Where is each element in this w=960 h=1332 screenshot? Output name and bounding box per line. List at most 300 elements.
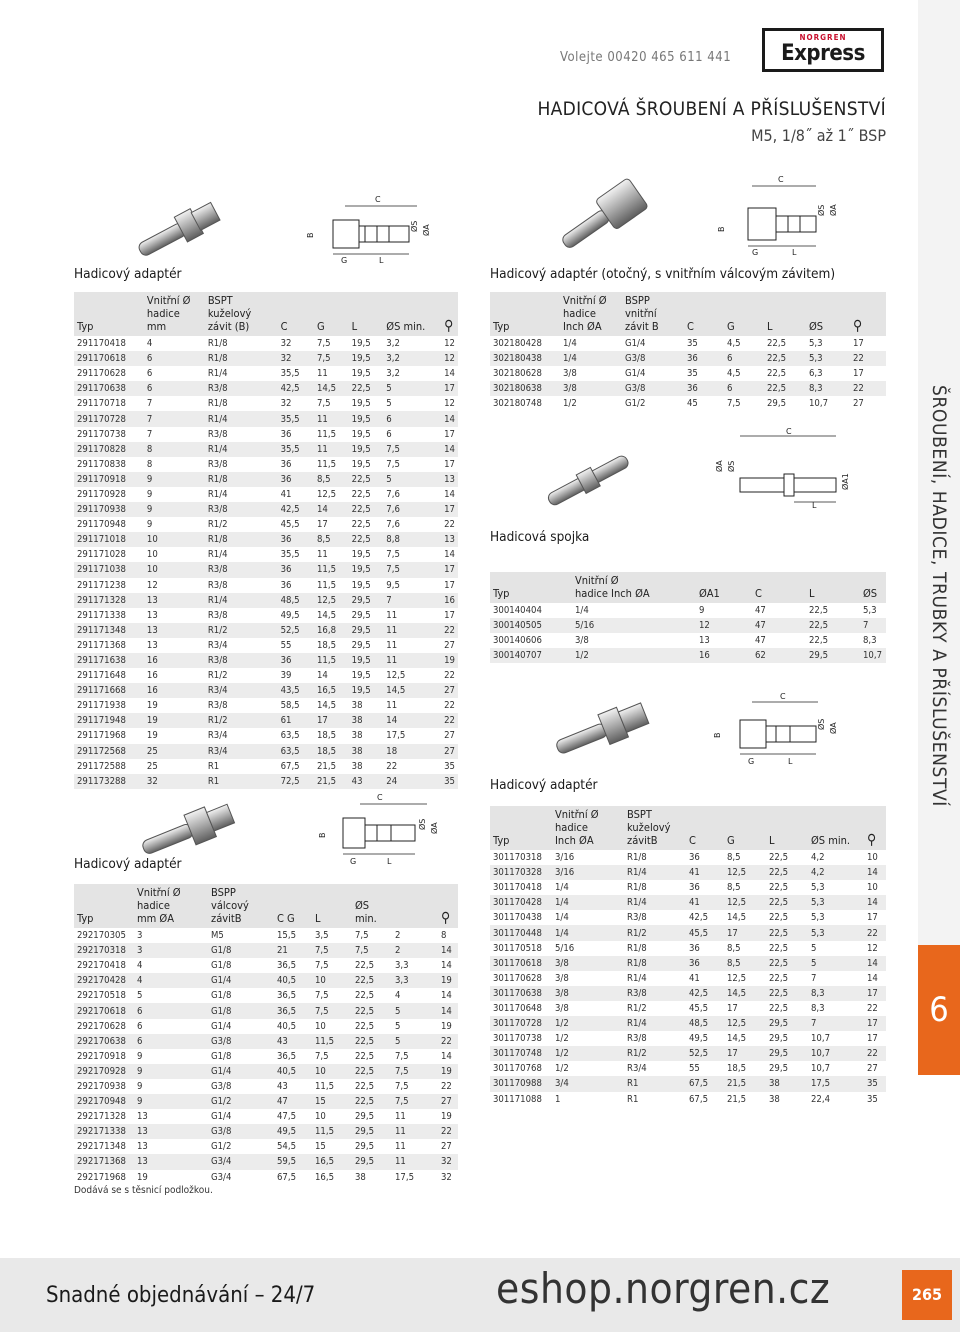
table-cell: R1/2 bbox=[207, 670, 228, 682]
table-cell: 29,5 bbox=[806, 648, 860, 663]
table-cell: 21,5 bbox=[316, 760, 337, 772]
table-row bbox=[490, 1016, 886, 1031]
table-cell: 9 bbox=[144, 502, 205, 517]
table-cell: 36 bbox=[280, 458, 292, 470]
table-cell: 22 bbox=[441, 623, 458, 638]
table-cell: 11 bbox=[314, 411, 349, 426]
table-cell: 45,5 bbox=[689, 1002, 709, 1014]
part-number-cell: 292170618 bbox=[74, 1003, 134, 1018]
table-cell: R3/8 bbox=[205, 502, 278, 517]
col-inner-diameter: Vnitřní Ø hadice mm bbox=[144, 292, 205, 336]
table-row bbox=[74, 1124, 458, 1139]
table-row bbox=[74, 759, 458, 774]
table-cell: 12,5 bbox=[316, 488, 337, 500]
table-cell: 19 bbox=[146, 730, 158, 742]
part-number-cell: 301170418 bbox=[493, 882, 542, 894]
col-thread: BSPP válcový závitB bbox=[208, 884, 274, 928]
table-cell: 16 bbox=[144, 683, 205, 698]
table-cell: 17,5 bbox=[386, 730, 406, 742]
table-cell: R1/2 bbox=[205, 713, 278, 728]
table-cell: R1 bbox=[205, 774, 278, 789]
table-row bbox=[490, 941, 886, 956]
table-row bbox=[490, 381, 886, 396]
table-cell: 12,5 bbox=[724, 895, 766, 910]
table-cell: 10 bbox=[867, 852, 878, 864]
table-cell: 22 bbox=[850, 351, 886, 366]
section-title-hose-connector: Hadicová spojka bbox=[490, 529, 590, 545]
eshop-link[interactable]: eshop.norgren.cz bbox=[496, 1264, 831, 1313]
table-cell: 11 bbox=[316, 549, 328, 561]
table-cell: R3/4 bbox=[205, 683, 278, 698]
table-cell: R1/8 bbox=[205, 532, 278, 547]
table-cell: 14 bbox=[864, 895, 886, 910]
col-l: L bbox=[766, 806, 808, 850]
table-cell: 13 bbox=[699, 635, 710, 647]
table-cell: 35 bbox=[687, 338, 698, 350]
table-cell: 22,5 bbox=[767, 368, 787, 380]
table-row bbox=[74, 562, 458, 577]
table-row bbox=[490, 396, 886, 411]
table-cell: 45,5 bbox=[280, 519, 300, 531]
col-g: G bbox=[724, 292, 764, 336]
part-number-cell: 291170948 bbox=[77, 519, 126, 531]
table-cell: 6 bbox=[724, 351, 764, 366]
table-cell: 22,5 bbox=[355, 1080, 375, 1092]
part-number-cell: 292170428 bbox=[74, 973, 134, 988]
svg-text:ØS: ØS bbox=[817, 718, 826, 730]
table-cell: 42,5 bbox=[278, 381, 314, 396]
part-number-cell: 292170518 bbox=[77, 990, 126, 1002]
svg-text:B: B bbox=[713, 732, 722, 738]
table-cell: 43,5 bbox=[278, 683, 314, 698]
table-row bbox=[74, 336, 458, 351]
table-cell: 14,5 bbox=[724, 986, 766, 1001]
section-title-hose-adapter-inch: Hadicový adaptér bbox=[490, 777, 598, 793]
table-cell: G3/8 bbox=[622, 351, 684, 366]
table-cell: 35,5 bbox=[280, 368, 300, 380]
table-cell: 38 bbox=[351, 760, 363, 772]
table-cell: 35 bbox=[867, 1093, 878, 1105]
table-cell: 13 bbox=[137, 1141, 148, 1153]
table-row bbox=[490, 1046, 886, 1061]
table-cell: 13 bbox=[134, 1154, 208, 1169]
col-l: L bbox=[349, 292, 384, 336]
col-a1: ØA1 bbox=[696, 572, 752, 603]
table-cell: 3/8 bbox=[552, 956, 624, 971]
part-number-cell: 291171938 bbox=[77, 700, 126, 712]
table-cell: R1/8 bbox=[624, 956, 686, 971]
table-cell: 17 bbox=[867, 1033, 878, 1045]
table-cell: 22,5 bbox=[349, 381, 384, 396]
table-row bbox=[490, 880, 886, 895]
table-cell: 16,5 bbox=[314, 683, 349, 698]
table-row bbox=[490, 865, 886, 880]
table-cell: 22,5 bbox=[349, 472, 384, 487]
table-row bbox=[74, 1003, 458, 1018]
table-cell: 11 bbox=[386, 639, 398, 651]
table-row bbox=[74, 608, 458, 623]
table-cell: 12,5 bbox=[727, 972, 747, 984]
col-c-g: C G bbox=[274, 884, 312, 928]
table-cell: 32 bbox=[144, 774, 205, 789]
section-title-hose-adapter-2: Hadicový adaptér bbox=[74, 856, 182, 872]
table-cell: 9 bbox=[144, 472, 205, 487]
svg-text:G: G bbox=[748, 757, 755, 766]
table-cell: 29,5 bbox=[355, 1141, 375, 1153]
table-cell: 35 bbox=[864, 1076, 886, 1091]
part-number-cell: 292170638 bbox=[74, 1034, 134, 1049]
table-cell: 8,5 bbox=[727, 882, 741, 894]
table-cell: 10 bbox=[315, 1111, 326, 1123]
table-row bbox=[490, 895, 886, 910]
table-row bbox=[490, 1001, 886, 1016]
table-cell: 15 bbox=[312, 1094, 352, 1109]
table-cell: 9 bbox=[137, 1050, 143, 1062]
table-cell: 42,5 bbox=[278, 502, 314, 517]
table-cell: 7,6 bbox=[383, 502, 441, 517]
hose-adapter-photo-3 bbox=[548, 690, 658, 770]
table-row bbox=[74, 1079, 458, 1094]
table-cell: 19,5 bbox=[351, 458, 371, 470]
table-cell: R1/4 bbox=[624, 865, 686, 880]
table-cell: 22,5 bbox=[352, 1003, 392, 1018]
table-cell: 8,3 bbox=[863, 635, 877, 647]
table-cell: 18,5 bbox=[316, 730, 337, 742]
table-cell: 14,5 bbox=[316, 609, 337, 621]
table-cell: 36 bbox=[689, 882, 700, 894]
table-cell: 9 bbox=[134, 1094, 208, 1109]
part-number-cell: 300140505 bbox=[490, 618, 572, 633]
table-cell: 11 bbox=[314, 442, 349, 457]
table-cell: 19 bbox=[441, 1111, 452, 1123]
table-cell: 7,5 bbox=[352, 943, 392, 958]
table-cell: 13 bbox=[137, 1111, 148, 1123]
dimension-drawing-3 bbox=[712, 170, 847, 260]
table-cell: G1/4 bbox=[208, 1064, 274, 1079]
table-cell: 7 bbox=[808, 1016, 864, 1031]
table-cell: 36 bbox=[686, 956, 724, 971]
table-cell: G1/8 bbox=[211, 960, 232, 972]
table-cell: 6 bbox=[383, 411, 441, 426]
table-hose-adapter-inch bbox=[490, 806, 886, 1107]
table-cell: R3/4 bbox=[627, 1063, 647, 1075]
table-cell: 22 bbox=[441, 713, 458, 728]
col-s: ØS bbox=[806, 292, 850, 336]
table-cell: 43 bbox=[349, 774, 384, 789]
table-cell: 12,5 bbox=[386, 670, 406, 682]
svg-text:C: C bbox=[377, 793, 383, 802]
part-number-cell: 291170718 bbox=[77, 398, 126, 410]
table-cell: 63,5 bbox=[280, 730, 300, 742]
dimension-drawing-1 bbox=[305, 192, 435, 267]
table-row bbox=[74, 472, 458, 487]
table-cell: G3/8 bbox=[208, 1124, 274, 1139]
table-cell: 22,5 bbox=[766, 865, 808, 880]
table-cell: 7,5 bbox=[315, 960, 329, 972]
table-cell: 1/2 bbox=[552, 1046, 624, 1061]
table-cell: 67,5 bbox=[689, 1093, 709, 1105]
table-row bbox=[74, 487, 458, 502]
table-cell: 22 bbox=[438, 1034, 458, 1049]
table-cell: 1/4 bbox=[575, 605, 589, 617]
table-cell: 5,3 bbox=[806, 351, 850, 366]
part-number-cell: 291170638 bbox=[74, 381, 144, 396]
table-cell: 14 bbox=[383, 713, 441, 728]
col-s: ØS bbox=[860, 572, 886, 603]
table-cell: 6 bbox=[724, 381, 764, 396]
table-row bbox=[74, 973, 458, 988]
table-cell: 52,5 bbox=[278, 623, 314, 638]
table-cell: 5 bbox=[811, 942, 817, 954]
table-cell: R3/8 bbox=[207, 700, 228, 712]
table-row bbox=[74, 668, 458, 683]
table-cell: 14 bbox=[441, 990, 452, 1002]
table-cell: 5/16 bbox=[555, 942, 575, 954]
table-cell: 8,5 bbox=[314, 472, 349, 487]
table-row bbox=[74, 1109, 458, 1124]
table-row bbox=[74, 547, 458, 562]
table-cell: 42,5 bbox=[689, 912, 709, 924]
table-cell: 29,5 bbox=[351, 609, 371, 621]
table-cell: 3,5 bbox=[315, 930, 329, 942]
table-cell: 14 bbox=[864, 956, 886, 971]
table-cell: 10 bbox=[146, 549, 158, 561]
svg-text:C: C bbox=[375, 195, 381, 204]
table-cell: G1/4 bbox=[625, 368, 646, 380]
table-cell: 22 bbox=[867, 1002, 878, 1014]
table-cell: 22,5 bbox=[355, 960, 375, 972]
table-row bbox=[74, 1139, 458, 1154]
table-cell: 19,5 bbox=[351, 549, 371, 561]
svg-text:ØA: ØA bbox=[829, 722, 838, 734]
table-row bbox=[74, 638, 458, 653]
table-cell: 5 bbox=[137, 990, 143, 1002]
table-cell: 14 bbox=[864, 865, 886, 880]
col-typ: Typ bbox=[74, 292, 144, 336]
table-cell: 4,5 bbox=[727, 338, 741, 350]
table-row bbox=[74, 457, 458, 472]
table-cell: 41 bbox=[686, 865, 724, 880]
table-cell: 22,5 bbox=[351, 488, 371, 500]
svg-text:C: C bbox=[780, 692, 786, 701]
table-swivel-adapter bbox=[490, 292, 886, 411]
svg-text:C: C bbox=[786, 428, 792, 436]
table-row bbox=[74, 502, 458, 517]
table-cell: 19 bbox=[438, 1064, 458, 1079]
table-cell: 27 bbox=[444, 730, 455, 742]
part-number-cell: 291171648 bbox=[77, 670, 126, 682]
table-cell: R1/2 bbox=[624, 925, 686, 940]
table-cell: 3,3 bbox=[395, 960, 409, 972]
table-cell: 7,5 bbox=[315, 990, 329, 1002]
table-row bbox=[74, 366, 458, 381]
table-cell: 19,5 bbox=[351, 579, 371, 591]
table-cell: 12 bbox=[146, 579, 158, 591]
table-cell: 27 bbox=[441, 744, 458, 759]
part-number-cell: 301170448 bbox=[490, 925, 552, 940]
table-cell: G1/8 bbox=[208, 943, 274, 958]
table-cell: 47 bbox=[752, 618, 806, 633]
table-cell: 8,8 bbox=[383, 532, 441, 547]
table-cell: 1/4 bbox=[552, 925, 624, 940]
table-cell: R1 bbox=[627, 1093, 639, 1105]
table-cell: 7 bbox=[146, 428, 153, 440]
table-cell: 22,5 bbox=[766, 895, 808, 910]
table-cell: 12,5 bbox=[314, 593, 349, 608]
col-typ: Typ bbox=[490, 806, 552, 850]
table-cell: 36 bbox=[689, 852, 700, 864]
table-cell: 10,7 bbox=[811, 1033, 831, 1045]
table-cell: 40,5 bbox=[274, 1064, 312, 1079]
table-row bbox=[74, 623, 458, 638]
table-cell: 14 bbox=[316, 670, 328, 682]
table-cell: 29,5 bbox=[766, 1046, 808, 1061]
part-number-cell: 291172568 bbox=[74, 744, 144, 759]
table-cell: G1/4 bbox=[208, 973, 274, 988]
part-number-cell: 291170928 bbox=[77, 488, 126, 500]
table-cell: 27 bbox=[441, 683, 458, 698]
table-cell: R1/8 bbox=[627, 882, 647, 894]
table-cell: 11,5 bbox=[315, 1080, 335, 1092]
table-cell: R1 bbox=[624, 1076, 686, 1091]
col-l: L bbox=[312, 884, 352, 928]
svg-text:L: L bbox=[792, 248, 797, 257]
col-s-min: ØS min. bbox=[808, 806, 864, 850]
table-cell: 7,5 bbox=[314, 351, 349, 366]
table-cell: 11,5 bbox=[314, 653, 349, 668]
table-cell: R1/8 bbox=[205, 472, 278, 487]
table-cell: G3/4 bbox=[208, 1154, 274, 1169]
table-cell: 7 bbox=[144, 411, 205, 426]
table-cell: 11,5 bbox=[316, 458, 337, 470]
table-cell: 12,5 bbox=[724, 1016, 766, 1031]
svg-text:L: L bbox=[788, 757, 793, 766]
table-row bbox=[74, 683, 458, 698]
part-number-cell: 301170728 bbox=[490, 1016, 552, 1031]
part-number-cell: 301170638 bbox=[490, 986, 552, 1001]
table-cell: 5 bbox=[383, 381, 441, 396]
table-cell: 55 bbox=[280, 639, 292, 651]
table-cell: 7,5 bbox=[312, 1003, 352, 1018]
part-number-cell: 302180438 bbox=[490, 351, 560, 366]
table-cell: 1/4 bbox=[555, 882, 569, 894]
table-cell: 22 bbox=[850, 381, 886, 396]
table-cell: 7,5 bbox=[392, 1064, 438, 1079]
part-number-cell: 291171348 bbox=[74, 623, 144, 638]
table-cell: 40,5 bbox=[277, 1020, 297, 1032]
table-cell: 17 bbox=[444, 428, 455, 440]
part-number-cell: 291171968 bbox=[77, 730, 126, 742]
table-cell: 27 bbox=[438, 1094, 458, 1109]
table-cell: 3/8 bbox=[555, 972, 569, 984]
table-cell: 10,7 bbox=[860, 648, 886, 663]
table-cell: 1/2 bbox=[563, 398, 577, 410]
table-row bbox=[74, 1034, 458, 1049]
table-hose-connector bbox=[490, 572, 886, 663]
table-cell: R3/8 bbox=[207, 458, 228, 470]
table-row bbox=[74, 943, 458, 958]
part-number-cell: 291170938 bbox=[74, 502, 144, 517]
table-cell: R1/8 bbox=[207, 398, 228, 410]
table-cell: 32 bbox=[438, 1154, 458, 1169]
swivel-adapter-photo bbox=[548, 175, 658, 260]
table-row bbox=[74, 713, 458, 728]
table-cell: 24 bbox=[383, 774, 441, 789]
part-number-cell: 301170518 bbox=[493, 942, 542, 954]
table-cell: 22,5 bbox=[352, 973, 392, 988]
part-number-cell: 301171088 bbox=[493, 1093, 542, 1105]
table-cell: 40,5 bbox=[274, 973, 312, 988]
table-row bbox=[490, 1061, 886, 1076]
table-cell: 22,5 bbox=[767, 338, 787, 350]
chapter-side-label: ŠROUBENÍ, HADICE, TRUBKY A PŘÍSLUŠENSTVÍ bbox=[928, 385, 950, 807]
table-cell: G1/4 bbox=[211, 1111, 232, 1123]
part-number-cell: 292170928 bbox=[74, 1064, 134, 1079]
table-row bbox=[490, 1031, 886, 1046]
part-number-cell: 292170305 bbox=[77, 930, 126, 942]
part-number-cell: 292171968 bbox=[77, 1171, 126, 1183]
table-row bbox=[490, 618, 886, 633]
table-row bbox=[74, 653, 458, 668]
table-row bbox=[74, 1170, 458, 1185]
table-cell: 8,5 bbox=[727, 942, 741, 954]
table-cell: 38 bbox=[355, 1171, 366, 1183]
table-cell: 14 bbox=[441, 442, 458, 457]
table-cell: 19,5 bbox=[349, 442, 384, 457]
part-number-cell: 291170738 bbox=[77, 428, 126, 440]
table-row bbox=[490, 850, 886, 865]
part-number-cell: 291170828 bbox=[74, 442, 144, 457]
part-number-cell: 301170738 bbox=[493, 1033, 542, 1045]
part-number-cell: 300140404 bbox=[493, 605, 542, 617]
table-cell: 11 bbox=[395, 1111, 406, 1123]
part-number-cell: 302180748 bbox=[493, 398, 542, 410]
table-cell: 67,5 bbox=[686, 1076, 724, 1091]
table-cell: 19,5 bbox=[351, 428, 371, 440]
table-cell: 7,5 bbox=[386, 458, 400, 470]
part-number-cell: 292171328 bbox=[77, 1111, 126, 1123]
svg-text:ØA: ØA bbox=[829, 204, 838, 216]
table-cell: 29,5 bbox=[355, 1111, 375, 1123]
table-cell: 61 bbox=[278, 713, 314, 728]
part-number-cell: 291171368 bbox=[77, 639, 126, 651]
part-number-cell: 292170938 bbox=[77, 1080, 126, 1092]
table-cell: 14,5 bbox=[383, 683, 441, 698]
part-number-cell: 291171018 bbox=[74, 532, 144, 547]
part-number-cell: 302180628 bbox=[493, 368, 542, 380]
table-cell: 8,5 bbox=[727, 852, 741, 864]
table-cell: 41 bbox=[689, 972, 700, 984]
table-cell: 14,5 bbox=[727, 912, 747, 924]
table-cell: 32 bbox=[280, 338, 292, 350]
table-cell: 72,5 bbox=[278, 774, 314, 789]
table-cell: 38 bbox=[349, 713, 384, 728]
table-cell: 32 bbox=[278, 351, 314, 366]
table-cell: 3/8 bbox=[575, 635, 589, 647]
table-row bbox=[74, 928, 458, 943]
table-cell: 29,5 bbox=[352, 1124, 392, 1139]
table-cell: 1/2 bbox=[555, 1063, 569, 1075]
section-title-hose-adapter-1: Hadicový adaptér bbox=[74, 266, 182, 282]
table-cell: 22 bbox=[386, 760, 398, 772]
col-thread: BSPT kuželový závit (B) bbox=[205, 292, 278, 336]
table-cell: 22,5 bbox=[764, 381, 806, 396]
part-number-cell: 301170628 bbox=[493, 972, 542, 984]
table-cell: 36 bbox=[684, 351, 724, 366]
table-cell: G3/8 bbox=[622, 381, 684, 396]
table-cell: 27 bbox=[853, 398, 864, 410]
table-cell: 36 bbox=[278, 472, 314, 487]
